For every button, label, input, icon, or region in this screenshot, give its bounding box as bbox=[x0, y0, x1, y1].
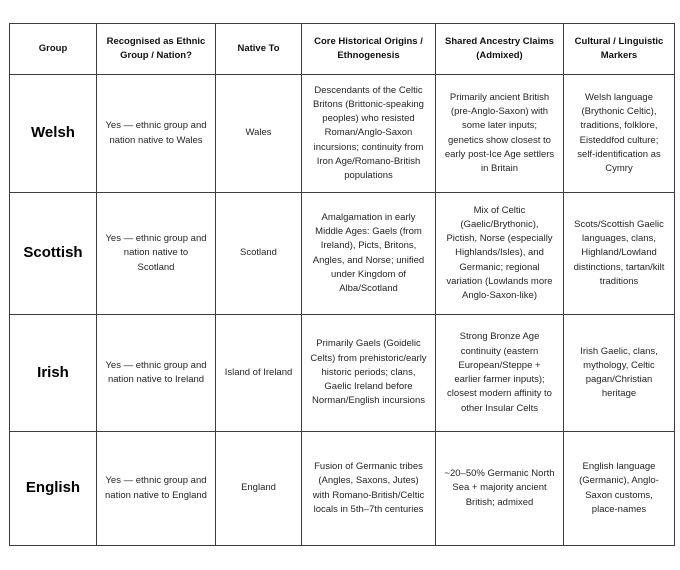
native-to-cell: Island of Ireland bbox=[216, 315, 302, 432]
recognised-cell: Yes — ethnic group and nation native to England bbox=[97, 432, 216, 546]
column-header-group: Group bbox=[10, 24, 97, 75]
origins-cell: Fusion of Germanic tribes (Angles, Saxons, Jutes) with Romano-British/Celtic locals in 5th–7th centuries bbox=[302, 432, 436, 546]
table-row-scottish bbox=[10, 193, 675, 315]
column-header-native-to: Native To bbox=[216, 24, 302, 75]
markers-cell: Scots/Scottish Gaelic languages, clans, Highland/Lowland distinctions, tartan/kilt traditions bbox=[564, 193, 675, 315]
group-name-cell: Scottish bbox=[10, 193, 97, 315]
origins-cell: Amalgamation in early Middle Ages: Gaels (from Ireland), Picts, Britons, Angles, and Norse; unified under Kingdom of Alba/Scotland bbox=[302, 193, 436, 315]
native-to-cell: Scotland bbox=[216, 193, 302, 315]
recognised-cell: Yes — ethnic group and nation native to Ireland bbox=[97, 315, 216, 432]
header-row bbox=[10, 24, 675, 75]
column-header-markers: Cultural / Linguistic Markers bbox=[564, 24, 675, 75]
table-row-english bbox=[10, 432, 675, 546]
table-row-irish bbox=[10, 315, 675, 432]
recognised-cell: Yes — ethnic group and nation native to Wales bbox=[97, 75, 216, 193]
ancestry-cell: ~20–50% Germanic North Sea + majority ancient British; admixed bbox=[436, 432, 564, 546]
column-header-origins: Core Historical Origins / Ethnogenesis bbox=[302, 24, 436, 75]
table-row-welsh bbox=[10, 75, 675, 193]
ancestry-cell: Primarily ancient British (pre-Anglo-Saxon) with some later inputs; genetics show closest to early post-Ice Age settlers in Britain bbox=[436, 75, 564, 193]
group-name-cell: Irish bbox=[10, 315, 97, 432]
markers-cell: English language (Germanic), Anglo-Saxon customs, place-names bbox=[564, 432, 675, 546]
native-to-cell: England bbox=[216, 432, 302, 546]
recognised-cell: Yes — ethnic group and nation native to Scotland bbox=[97, 193, 216, 315]
column-header-recognised: Recognised as Ethnic Group / Nation? bbox=[97, 24, 216, 75]
column-header-ancestry: Shared Ancestry Claims (Admixed) bbox=[436, 24, 564, 75]
group-name-cell: Welsh bbox=[10, 75, 97, 193]
origins-cell: Descendants of the Celtic Britons (Brittonic-speaking peoples) who resisted Roman/Anglo-Saxon incursions; continuity from Iron Age/Romano-British populations bbox=[302, 75, 436, 193]
ancestry-cell: Mix of Celtic (Gaelic/Brythonic), Pictish, Norse (especially Highlands/Isles), and Germanic; regional variation (Lowlands more Anglo-Saxon-like) bbox=[436, 193, 564, 315]
native-to-cell: Wales bbox=[216, 75, 302, 193]
ancestry-cell: Strong Bronze Age continuity (eastern European/Steppe + earlier farmer inputs); closest modern affinity to other Insular Celts bbox=[436, 315, 564, 432]
group-name-cell: English bbox=[10, 432, 97, 546]
origins-cell: Primarily Gaels (Goidelic Celts) from prehistoric/early historic periods; clans, Gaelic Ireland before Norman/English incursions bbox=[302, 315, 436, 432]
ethnic-groups-comparison-table bbox=[9, 23, 675, 546]
markers-cell: Welsh language (Brythonic Celtic), traditions, folklore, Eisteddfod culture; self-identification as Cymry bbox=[564, 75, 675, 193]
markers-cell: Irish Gaelic, clans, mythology, Celtic pagan/Christian heritage bbox=[564, 315, 675, 432]
